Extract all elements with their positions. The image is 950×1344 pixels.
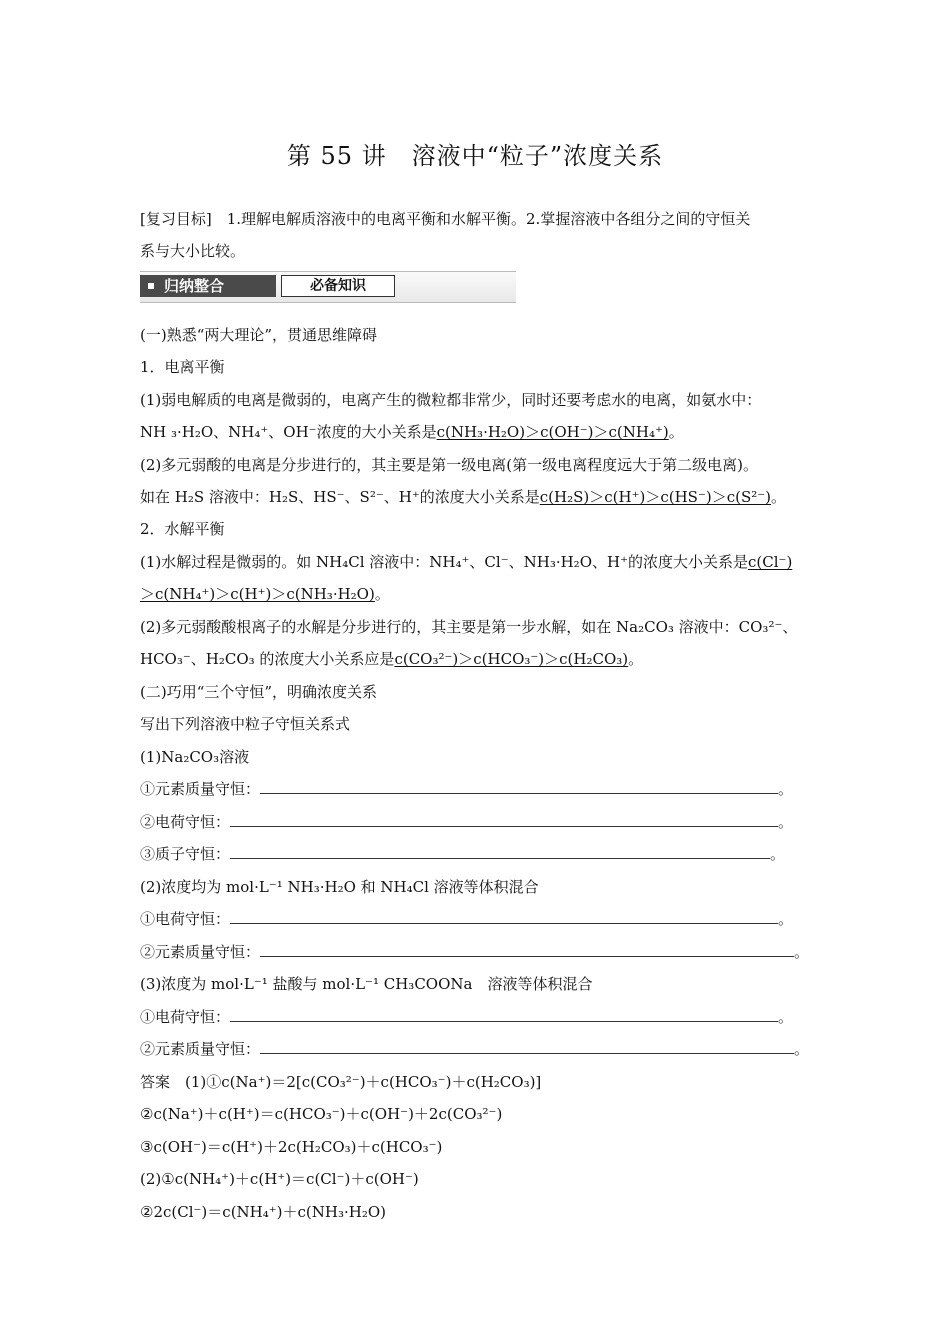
case-1-item-3 bbox=[140, 843, 820, 865]
item-label: ③质子守恒： bbox=[140, 845, 231, 863]
answer-line-1: 答案 (1)①c(Na⁺)＝2[c(CO₃²⁻)＋c(HCO₃⁻)＋c(H₂CO₃)] bbox=[140, 1073, 542, 1091]
review-goal-line-1: [复习目标] 1.理解电解质溶液中的电离平衡和水解平衡。2.掌握溶液中各组分之间的守恒关 bbox=[140, 210, 751, 228]
banner-tab: 必备知识 bbox=[281, 275, 395, 297]
paragraph-3-text: (1)水解过程是微弱的。如 NH₄Cl 溶液中：NH₄⁺、Cl⁻、NH₃·H₂O、H⁺的浓度大小关系是 bbox=[140, 553, 748, 571]
case-2-heading: (2)浓度均为 mol·L⁻¹ NH₃·H₂O 和 NH₄Cl 溶液等体积混合 bbox=[140, 878, 539, 896]
answer-line-5: ②2c(Cl⁻)＝c(NH₄⁺)＋c(NH₃·H₂O) bbox=[140, 1203, 387, 1221]
period: 。 bbox=[778, 813, 794, 831]
item-label: ①电荷守恒： bbox=[140, 910, 231, 928]
period: 。 bbox=[770, 845, 786, 863]
period: 。 bbox=[794, 943, 810, 961]
answer-blank[interactable] bbox=[230, 1007, 778, 1022]
case-3-item-2 bbox=[140, 1038, 820, 1060]
answer-underline: ＞c(NH₄⁺)＞c(H⁺)＞c(NH₃·H₂O) bbox=[140, 585, 375, 603]
paragraph-4b-text: HCO₃⁻、H₂CO₃ 的浓度大小关系应是 bbox=[140, 650, 395, 668]
case-3-heading: (3)浓度为 mol·L⁻¹ 盐酸与 mol·L⁻¹ CH₃COONa 溶液等体积混合 bbox=[140, 975, 593, 993]
period: 。 bbox=[668, 423, 684, 441]
period: 。 bbox=[771, 488, 787, 506]
answer-line-3: ③c(OH⁻)＝c(H⁺)＋2c(H₂CO₃)＋c(HCO₃⁻) bbox=[140, 1138, 443, 1156]
paragraph-1: (1)弱电解质的电离是微弱的，电离产生的微粒都非常少，同时还要考虑水的电离，如氨水中： bbox=[140, 391, 762, 409]
answer-blank[interactable] bbox=[260, 779, 778, 794]
case-1-item-2 bbox=[140, 811, 820, 833]
period: 。 bbox=[778, 1008, 794, 1026]
paragraph-2b bbox=[140, 486, 820, 508]
banner-label bbox=[140, 275, 276, 297]
case-1-heading: (1)Na₂CO₃溶液 bbox=[140, 748, 250, 766]
item-label: ②电荷守恒： bbox=[140, 813, 231, 831]
paragraph-4: (2)多元弱酸酸根离子的水解是分步进行的，其主要是第一步水解，如在 Na₂CO₃ 溶液中：CO₃²⁻、 bbox=[140, 618, 798, 636]
paragraph-1b bbox=[140, 421, 820, 443]
section-banner bbox=[140, 271, 516, 303]
paragraph-3b bbox=[140, 583, 820, 605]
section-heading-2: (二)巧用“三个守恒”，明确浓度关系 bbox=[140, 683, 378, 701]
item-label: ①电荷守恒： bbox=[140, 1008, 231, 1026]
period: 。 bbox=[374, 585, 390, 603]
paragraph-2: (2)多元弱酸的电离是分步进行的，其主要是第一级电离(第一级电离程度远大于第二级电离)。 bbox=[140, 456, 758, 474]
page-title: 第 55 讲 溶液中“粒子”浓度关系 bbox=[286, 142, 664, 170]
review-goal-line-2: 系与大小比较。 bbox=[140, 242, 246, 260]
paragraph-2b-text: 如在 H₂S 溶液中：H₂S、HS⁻、S²⁻、H⁺的浓度大小关系是 bbox=[140, 488, 540, 506]
answer-blank[interactable] bbox=[260, 1039, 794, 1054]
exercise-intro: 写出下列溶液中粒子守恒关系式 bbox=[140, 715, 351, 733]
answer-underline: c(CO₃²⁻)＞c(HCO₃⁻)＞c(H₂CO₃) bbox=[394, 650, 629, 668]
item-label: ①元素质量守恒： bbox=[140, 780, 261, 798]
case-3-item-1 bbox=[140, 1006, 820, 1028]
case-2-item-1 bbox=[140, 908, 820, 930]
subheading-ionization: 1．电离平衡 bbox=[140, 358, 225, 376]
case-2-item-2 bbox=[140, 941, 820, 963]
answer-line-2: ②c(Na⁺)＋c(H⁺)＝c(HCO₃⁻)＋c(OH⁻)＋2c(CO₃²⁻) bbox=[140, 1105, 503, 1123]
paragraph-4b bbox=[140, 648, 820, 670]
square-icon bbox=[148, 283, 154, 289]
answer-blank[interactable] bbox=[230, 812, 778, 827]
paragraph-1b-text: NH ₃·H₂O、NH₄⁺、OH⁻浓度的大小关系是 bbox=[140, 423, 437, 441]
answer-underline: c(NH₃·H₂O)＞c(OH⁻)＞c(NH₄⁺) bbox=[436, 423, 669, 441]
answer-underline: c(Cl⁻) bbox=[748, 553, 793, 571]
answer-blank[interactable] bbox=[260, 942, 794, 957]
item-label: ②元素质量守恒： bbox=[140, 943, 261, 961]
paragraph-3 bbox=[140, 551, 820, 573]
period: 。 bbox=[794, 1040, 810, 1058]
case-1-item-1 bbox=[140, 778, 820, 800]
period: 。 bbox=[778, 780, 794, 798]
item-label: ②元素质量守恒： bbox=[140, 1040, 261, 1058]
answer-line-4: (2)①c(NH₄⁺)＋c(H⁺)＝c(Cl⁻)＋c(OH⁻) bbox=[140, 1170, 419, 1188]
section-heading-1: (一)熟悉“两大理论”，贯通思维障碍 bbox=[140, 326, 378, 344]
period: 。 bbox=[628, 650, 644, 668]
subheading-hydrolysis: 2．水解平衡 bbox=[140, 520, 225, 538]
banner-label-text: 归纳整合 bbox=[164, 277, 225, 295]
answer-blank[interactable] bbox=[230, 909, 778, 924]
answer-underline: c(H₂S)＞c(H⁺)＞c(HS⁻)＞c(S²⁻) bbox=[539, 488, 772, 506]
period: 。 bbox=[778, 910, 794, 928]
answer-blank[interactable] bbox=[230, 844, 770, 859]
